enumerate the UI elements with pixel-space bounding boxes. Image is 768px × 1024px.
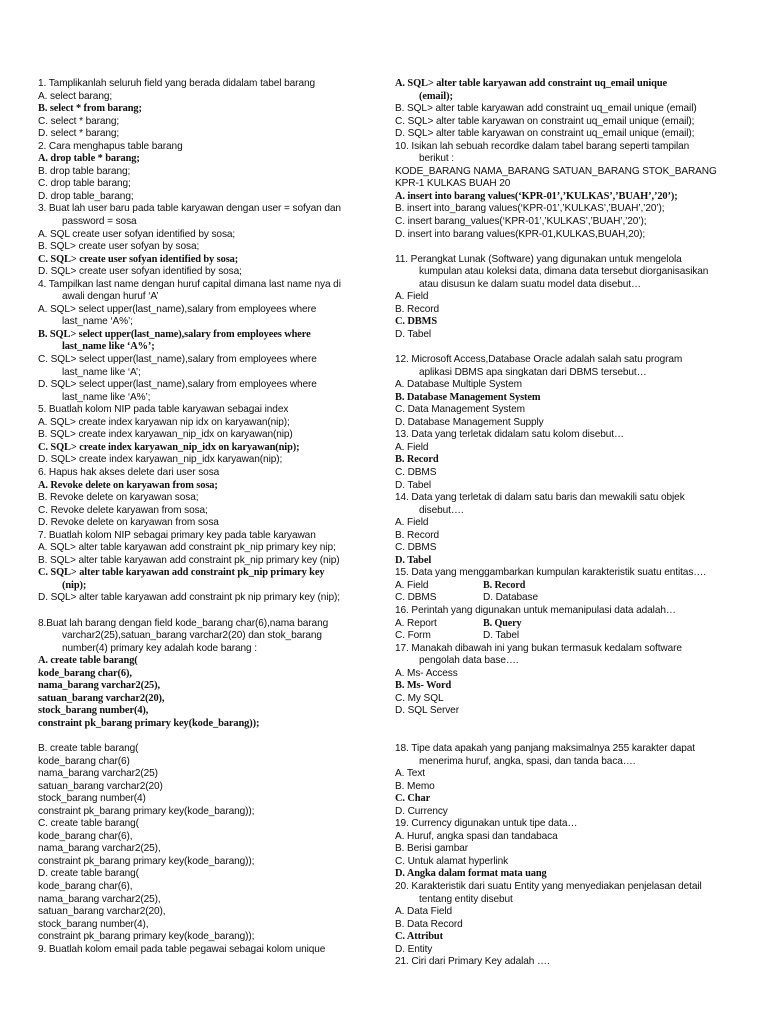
blank-line bbox=[395, 341, 745, 354]
text-line: C. create table barang( bbox=[38, 818, 139, 830]
option-text: C. Form bbox=[395, 630, 431, 642]
text-line: A. SQL> alter table karyawan add constraint uq_email unique bbox=[395, 78, 668, 89]
text-line: D. SQL Server bbox=[395, 705, 459, 717]
text-line: kode_barang char(6), bbox=[38, 667, 132, 679]
text-line: 9. Buatlah kolom email pada table pegawai sebagai kolom unique bbox=[38, 943, 326, 955]
text-line: last_name ‘A%’; bbox=[62, 316, 133, 328]
text-line: A. SQL> select upper(last_name),salary from employees where bbox=[38, 303, 317, 315]
text-line: A. Text bbox=[395, 768, 425, 780]
text-line: D. Tabel bbox=[395, 554, 432, 566]
text-line: C. Untuk alamat hyperlink bbox=[395, 855, 509, 867]
text-line bbox=[395, 618, 745, 631]
text-line: D. drop table_barang; bbox=[38, 190, 134, 202]
text-line: nama_barang varchar2(25), bbox=[38, 680, 160, 692]
text-line: last_name like ‘A%’; bbox=[62, 341, 155, 353]
text-line: stock_barang number(4), bbox=[38, 705, 149, 717]
text-line: D. create table barang( bbox=[38, 868, 139, 880]
text-line: satuan_barang varchar2(20), bbox=[38, 906, 166, 918]
text-line: D. SQL> select upper(last_name),salary from employees where bbox=[38, 379, 317, 391]
text-line: 19. Currency digunakan untuk tipe data… bbox=[395, 818, 578, 830]
text-line: constraint pk_barang primary key(kode_barang)); bbox=[38, 717, 260, 729]
text-line: 21. Ciri dari Primary Key adalah …. bbox=[395, 956, 550, 968]
text-line: A. Field bbox=[395, 291, 429, 303]
blank-line bbox=[395, 718, 745, 731]
text-line: KPR-1 KULKAS BUAH 20 bbox=[395, 178, 511, 190]
text-line: constraint pk_barang primary key(kode_barang)); bbox=[38, 805, 255, 817]
text-line: A. Revoke delete on karyawan from sosa; bbox=[38, 479, 218, 491]
text-line: atau disusun ke dalam suatu model data disebut… bbox=[419, 278, 641, 290]
text-line: 16. Perintah yang digunakan untuk memanipulasi data adalah… bbox=[395, 604, 676, 616]
text-line: C. DBMS bbox=[395, 542, 437, 554]
text-line: C. Attribut bbox=[395, 931, 443, 943]
text-line: B. SQL> create index karyawan_nip_idx on karyawan(nip) bbox=[38, 429, 293, 441]
text-line: kode_barang char(6), bbox=[38, 830, 133, 842]
blank-line bbox=[38, 605, 370, 618]
text-line: D. Angka dalam format mata uang bbox=[395, 868, 547, 880]
text-line: A. Database Multiple System bbox=[395, 379, 522, 391]
text-line: B. SQL> create user sofyan by sosa; bbox=[38, 241, 200, 253]
text-line: B. SQL> alter table karyawan add constraint uq_email unique (email) bbox=[395, 103, 697, 115]
text-line: stock_barang number(4), bbox=[38, 918, 149, 930]
text-line: B. create table barang( bbox=[38, 742, 139, 754]
text-line: C. DBMS bbox=[395, 466, 437, 478]
text-line: C. insert barang_values(‘KPR-01’,’KULKAS’,’BUAH’,’20’); bbox=[395, 216, 647, 228]
option-text: B. Record bbox=[483, 579, 526, 591]
text-line: B. Berisi gambar bbox=[395, 843, 469, 855]
text-line: D. select * barang; bbox=[38, 128, 120, 140]
text-line: D. Database Management Supply bbox=[395, 416, 544, 428]
blank-line bbox=[395, 241, 745, 254]
text-line bbox=[395, 630, 745, 643]
text-line: disebut…. bbox=[419, 504, 464, 516]
text-line: A. Data Field bbox=[395, 906, 453, 918]
text-line: 2. Cara menghapus table barang bbox=[38, 140, 183, 152]
text-line: C. Data Management System bbox=[395, 404, 525, 416]
text-line: D. Revoke delete on karyawan from sosa bbox=[38, 517, 219, 529]
text-line: C. DBMS bbox=[395, 316, 438, 328]
text-line: D. Currency bbox=[395, 805, 448, 817]
text-line: 6. Hapus hak akses delete dari user sosa bbox=[38, 466, 220, 478]
text-line: awali dengan huruf ‘A’ bbox=[62, 291, 159, 303]
text-line: B. SQL> select upper(last_name),salary from employees where bbox=[38, 328, 311, 340]
text-line: 7. Buatlah kolom NIP sebagai primary key pada table karyawan bbox=[38, 529, 316, 541]
text-line bbox=[395, 592, 745, 605]
text-line: A. Huruf, angka spasi dan tandabaca bbox=[395, 830, 558, 842]
text-line: C. SQL> alter table karyawan add constraint pk_nip primary key bbox=[38, 567, 325, 579]
text-line: C. Revoke delete karyawan from sosa; bbox=[38, 504, 208, 516]
text-line: A. Field bbox=[395, 441, 429, 453]
text-line: B. Record bbox=[395, 529, 439, 541]
text-line: nama_barang varchar2(25), bbox=[38, 893, 161, 905]
text-line: C. drop table barang; bbox=[38, 178, 131, 190]
text-line: D. SQL> create user sofyan identified by sosa; bbox=[38, 266, 242, 278]
text-line: D. Tabel bbox=[395, 479, 432, 491]
text-line: A. drop table * barang; bbox=[38, 153, 140, 165]
option-text: A. Report bbox=[395, 617, 437, 629]
text-line: 3. Buat lah user baru pada table karyawan dengan user = sofyan dan bbox=[38, 203, 341, 215]
text-line: D. SQL> alter table karyawan on constraint uq_email unique (email); bbox=[395, 128, 695, 140]
text-line: varchar2(25),satuan_barang varchar2(20) dan stok_barang bbox=[62, 630, 322, 642]
text-line: 20. Karakteristik dari suatu Entity yang menyediakan penjelasan detail bbox=[395, 881, 702, 892]
text-line: A. SQL> alter table karyawan add constraint pk_nip primary key nip; bbox=[38, 542, 336, 554]
text-line: 8.Buat lah barang dengan field kode_barang char(6),nama barang bbox=[38, 617, 329, 629]
text-line: A. select barang; bbox=[38, 90, 113, 102]
option-text: D. Tabel bbox=[483, 630, 520, 642]
text-line: 4. Tampilkan last name dengan huruf capital dimana last name nya di bbox=[38, 278, 341, 290]
text-line: pengolah data base…. bbox=[419, 655, 519, 667]
text-line: A. Field bbox=[395, 517, 429, 529]
text-line: C. SQL> alter table karyawan on constraint uq_email unique (email); bbox=[395, 115, 695, 127]
text-line: C. Char bbox=[395, 793, 431, 805]
text-line: C. SQL> create index karyawan_nip_idx on karyawan(nip); bbox=[38, 441, 300, 453]
text-line: B. Data Record bbox=[395, 918, 463, 930]
blank-line bbox=[395, 730, 745, 743]
option-text: A. Field bbox=[395, 579, 429, 591]
text-line: B. Database Management System bbox=[395, 391, 541, 403]
text-line: D. Tabel bbox=[395, 328, 432, 340]
text-line: B. select * from barang; bbox=[38, 103, 142, 115]
text-line: 13. Data yang terletak didalam satu kolom disebut… bbox=[395, 429, 624, 441]
text-line: kode_barang char(6), bbox=[38, 881, 133, 892]
text-line: 15. Data yang menggambarkan kumpulan karakteristik suatu entitas…. bbox=[395, 567, 706, 579]
text-line: satuan_barang varchar2(20), bbox=[38, 692, 165, 704]
text-line: B. drop table barang; bbox=[38, 165, 131, 177]
text-line: menerima huruf, angka, spasi, dan tanda baca…. bbox=[419, 755, 636, 767]
text-line: C. SQL> select upper(last_name),salary from employees where bbox=[38, 354, 317, 366]
text-line: password = sosa bbox=[62, 216, 137, 228]
text-line: kode_barang char(6) bbox=[38, 755, 130, 767]
text-line: berikut : bbox=[419, 153, 455, 165]
text-line: (email); bbox=[419, 90, 453, 102]
text-line: B. Record bbox=[395, 454, 439, 466]
left-column bbox=[38, 78, 370, 956]
text-line: A. insert into barang values(‘KPR-01’,’KULKAS’,’BUAH’,’20’); bbox=[395, 190, 678, 202]
text-line: stock_barang number(4) bbox=[38, 793, 146, 805]
text-line: aplikasi DBMS apa singkatan dari DBMS tersebut… bbox=[419, 366, 647, 378]
text-line: A. SQL> create index karyawan nip idx on karyawan(nip); bbox=[38, 416, 290, 428]
blank-line bbox=[38, 730, 370, 743]
text-line: 14. Data yang terletak di dalam satu baris dan mewakili satu objek bbox=[395, 492, 685, 504]
text-line: D. SQL> alter table karyawan add constraint pk nip primary key (nip); bbox=[38, 592, 340, 604]
text-line: A. Ms- Access bbox=[395, 667, 458, 679]
text-line: nama_barang varchar2(25) bbox=[38, 768, 158, 780]
text-line: A. SQL create user sofyan identified by sosa; bbox=[38, 228, 236, 240]
text-line: B. Ms- Word bbox=[395, 680, 452, 692]
text-line: 10. Isikan lah sebuah recordke dalam tabel barang seperti tampilan bbox=[395, 140, 690, 152]
text-line: 5. Buatlah kolom NIP pada table karyawan sebagai index bbox=[38, 404, 289, 416]
text-line: D. SQL> create index karyawan_nip_idx karyawan(nip); bbox=[38, 454, 283, 466]
text-line: D. Entity bbox=[395, 943, 433, 955]
right-column bbox=[395, 78, 745, 969]
text-line: C. SQL> create user sofyan identified by sosa; bbox=[38, 253, 239, 265]
text-line: constraint pk_barang primary key(kode_barang)); bbox=[38, 931, 255, 943]
text-line: C. My SQL bbox=[395, 692, 444, 704]
text-line: 11. Perangkat Lunak (Software) yang digunakan untuk mengelola bbox=[395, 253, 682, 265]
text-line: satuan_barang varchar2(20) bbox=[38, 780, 163, 792]
text-line: C. select * barang; bbox=[38, 115, 120, 127]
option-text: D. Database bbox=[483, 592, 539, 604]
text-line: KODE_BARANG NAMA_BARANG SATUAN_BARANG STOK_BARANG bbox=[395, 165, 717, 177]
text-line: 12. Microsoft Access,Database Oracle adalah salah satu program bbox=[395, 354, 683, 366]
text-line: A. create table barang( bbox=[38, 655, 138, 667]
text-line: 1. Tamplikanlah seluruh field yang berada didalam tabel barang bbox=[38, 78, 315, 89]
text-line: last_name like ‘A’; bbox=[62, 366, 141, 378]
text-line: B. Memo bbox=[395, 780, 435, 792]
text-line: B. Revoke delete on karyawan sosa; bbox=[38, 492, 199, 504]
text-line: tentang entity disebut bbox=[419, 893, 513, 905]
text-line: B. SQL> alter table karyawan add constraint pk_nip primary key (nip) bbox=[38, 554, 340, 566]
text-line: kumpulan atau koleksi data, dimana data tersebut diorganisasikan bbox=[419, 266, 709, 278]
text-line: 18. Tipe data apakah yang panjang maksimalnya 255 karakter dapat bbox=[395, 742, 695, 754]
text-line: constraint pk_barang primary key(kode_barang)); bbox=[38, 855, 255, 867]
text-line: nama_barang varchar2(25), bbox=[38, 843, 161, 855]
text-line: number(4) primary key adalah kode barang : bbox=[62, 642, 257, 654]
text-line: D. insert into barang values(KPR-01,KULKAS,BUAH,20); bbox=[395, 228, 646, 240]
text-line bbox=[395, 580, 745, 593]
text-line: (nip); bbox=[62, 579, 87, 591]
text-line: 17. Manakah dibawah ini yang bukan termasuk kedalam software bbox=[395, 642, 682, 654]
option-text: C. DBMS bbox=[395, 592, 437, 604]
option-text: B. Query bbox=[483, 617, 522, 629]
text-line: B. insert into_barang values(‘KPR-01’,’KULKAS’,’BUAH’,’20’); bbox=[395, 203, 665, 215]
text-line: last_name like ‘A%’; bbox=[62, 391, 151, 403]
text-line: B. Record bbox=[395, 303, 439, 315]
